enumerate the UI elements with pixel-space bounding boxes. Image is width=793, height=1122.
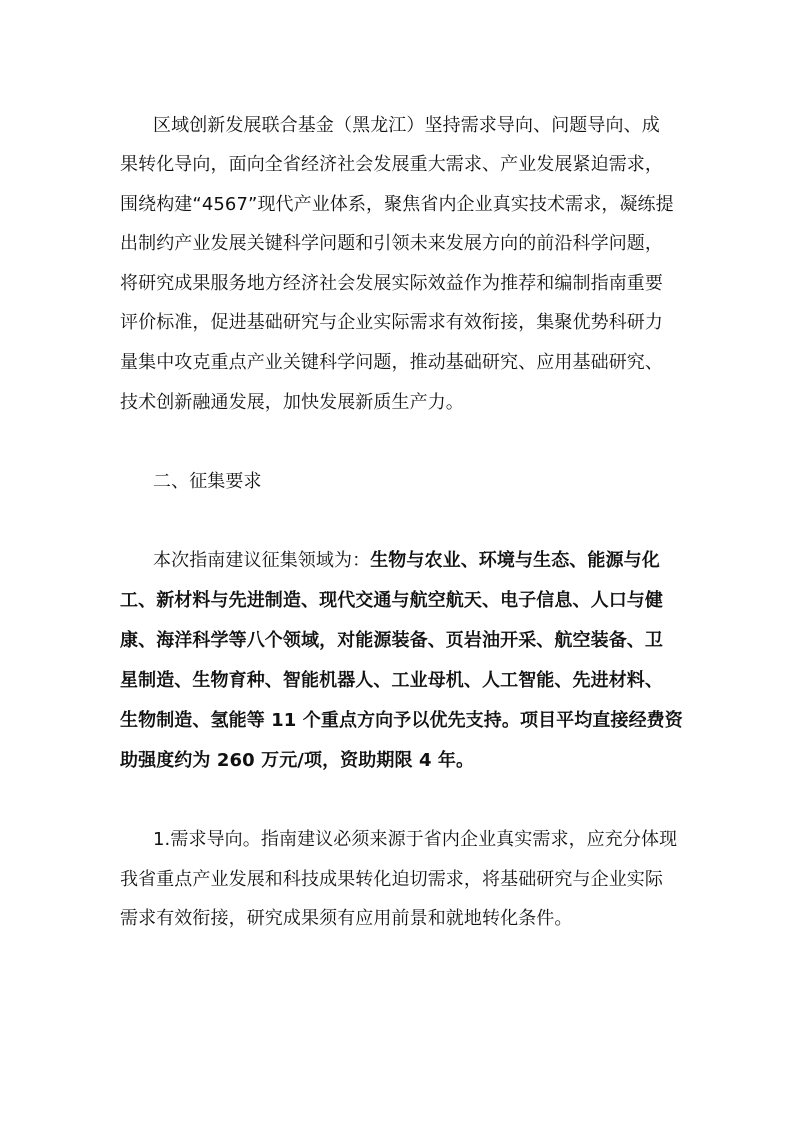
paragraph-line: 技术创新融通发展，加快发展新质生产力。 <box>120 392 464 413</box>
paragraph-line-prefix: 本次指南建议征集领域为： <box>153 550 371 571</box>
paragraph-line <box>153 549 660 573</box>
paragraph-line: 生物制造、氢能等 11 个重点方向予以优先支持。项目平均直接经费资 <box>120 710 683 731</box>
paragraph-line: 工、新材料与先进制造、现代交通与航空航天、电子信息、人口与健 <box>120 590 663 611</box>
section-heading: 二、征集要求 <box>153 471 262 492</box>
paragraph-line-bold: 生物与农业、环境与生态、能源与化 <box>370 550 660 571</box>
paragraph-line: 康、海洋科学等八个领域，对能源装备、页岩油开采、航空装备、卫 <box>120 630 663 651</box>
paragraph-line: 区域创新发展联合基金（黑龙江）坚持需求导向、问题导向、成 <box>153 115 660 136</box>
paragraph-line: 需求有效衔接，研究成果须有应用前景和就地转化条件。 <box>120 908 573 929</box>
paragraph-line: 1.需求导向。指南建议必须来源于省内企业真实需求，应充分体现 <box>153 829 678 850</box>
paragraph-line: 助强度约为 260 万元/项，资助期限 4 年。 <box>120 750 475 771</box>
paragraph-line: 星制造、生物育种、智能机器人、工业母机、人工智能、先进材料、 <box>120 670 663 691</box>
paragraph-line: 我省重点产业发展和科技成果转化迫切需求，将基础研究与企业实际 <box>120 869 663 890</box>
paragraph-line: 将研究成果服务地方经济社会发展实际效益作为推荐和编制指南重要 <box>120 273 663 294</box>
paragraph-line: 果转化导向，面向全省经济社会发展重大需求、产业发展紧迫需求， <box>120 154 663 175</box>
paragraph-line: 量集中攻克重点产业关键科学问题，推动基础研究、应用基础研究、 <box>120 352 663 373</box>
paragraph-line: 评价标准，促进基础研究与企业实际需求有效衔接，集聚优势科研力 <box>120 312 663 333</box>
paragraph-line: 出制约产业发展关键科学问题和引领未来发展方向的前沿科学问题， <box>120 233 663 254</box>
paragraph-line: 围绕构建“4567”现代产业体系，聚焦省内企业真实技术需求，凝练提 <box>120 194 674 215</box>
